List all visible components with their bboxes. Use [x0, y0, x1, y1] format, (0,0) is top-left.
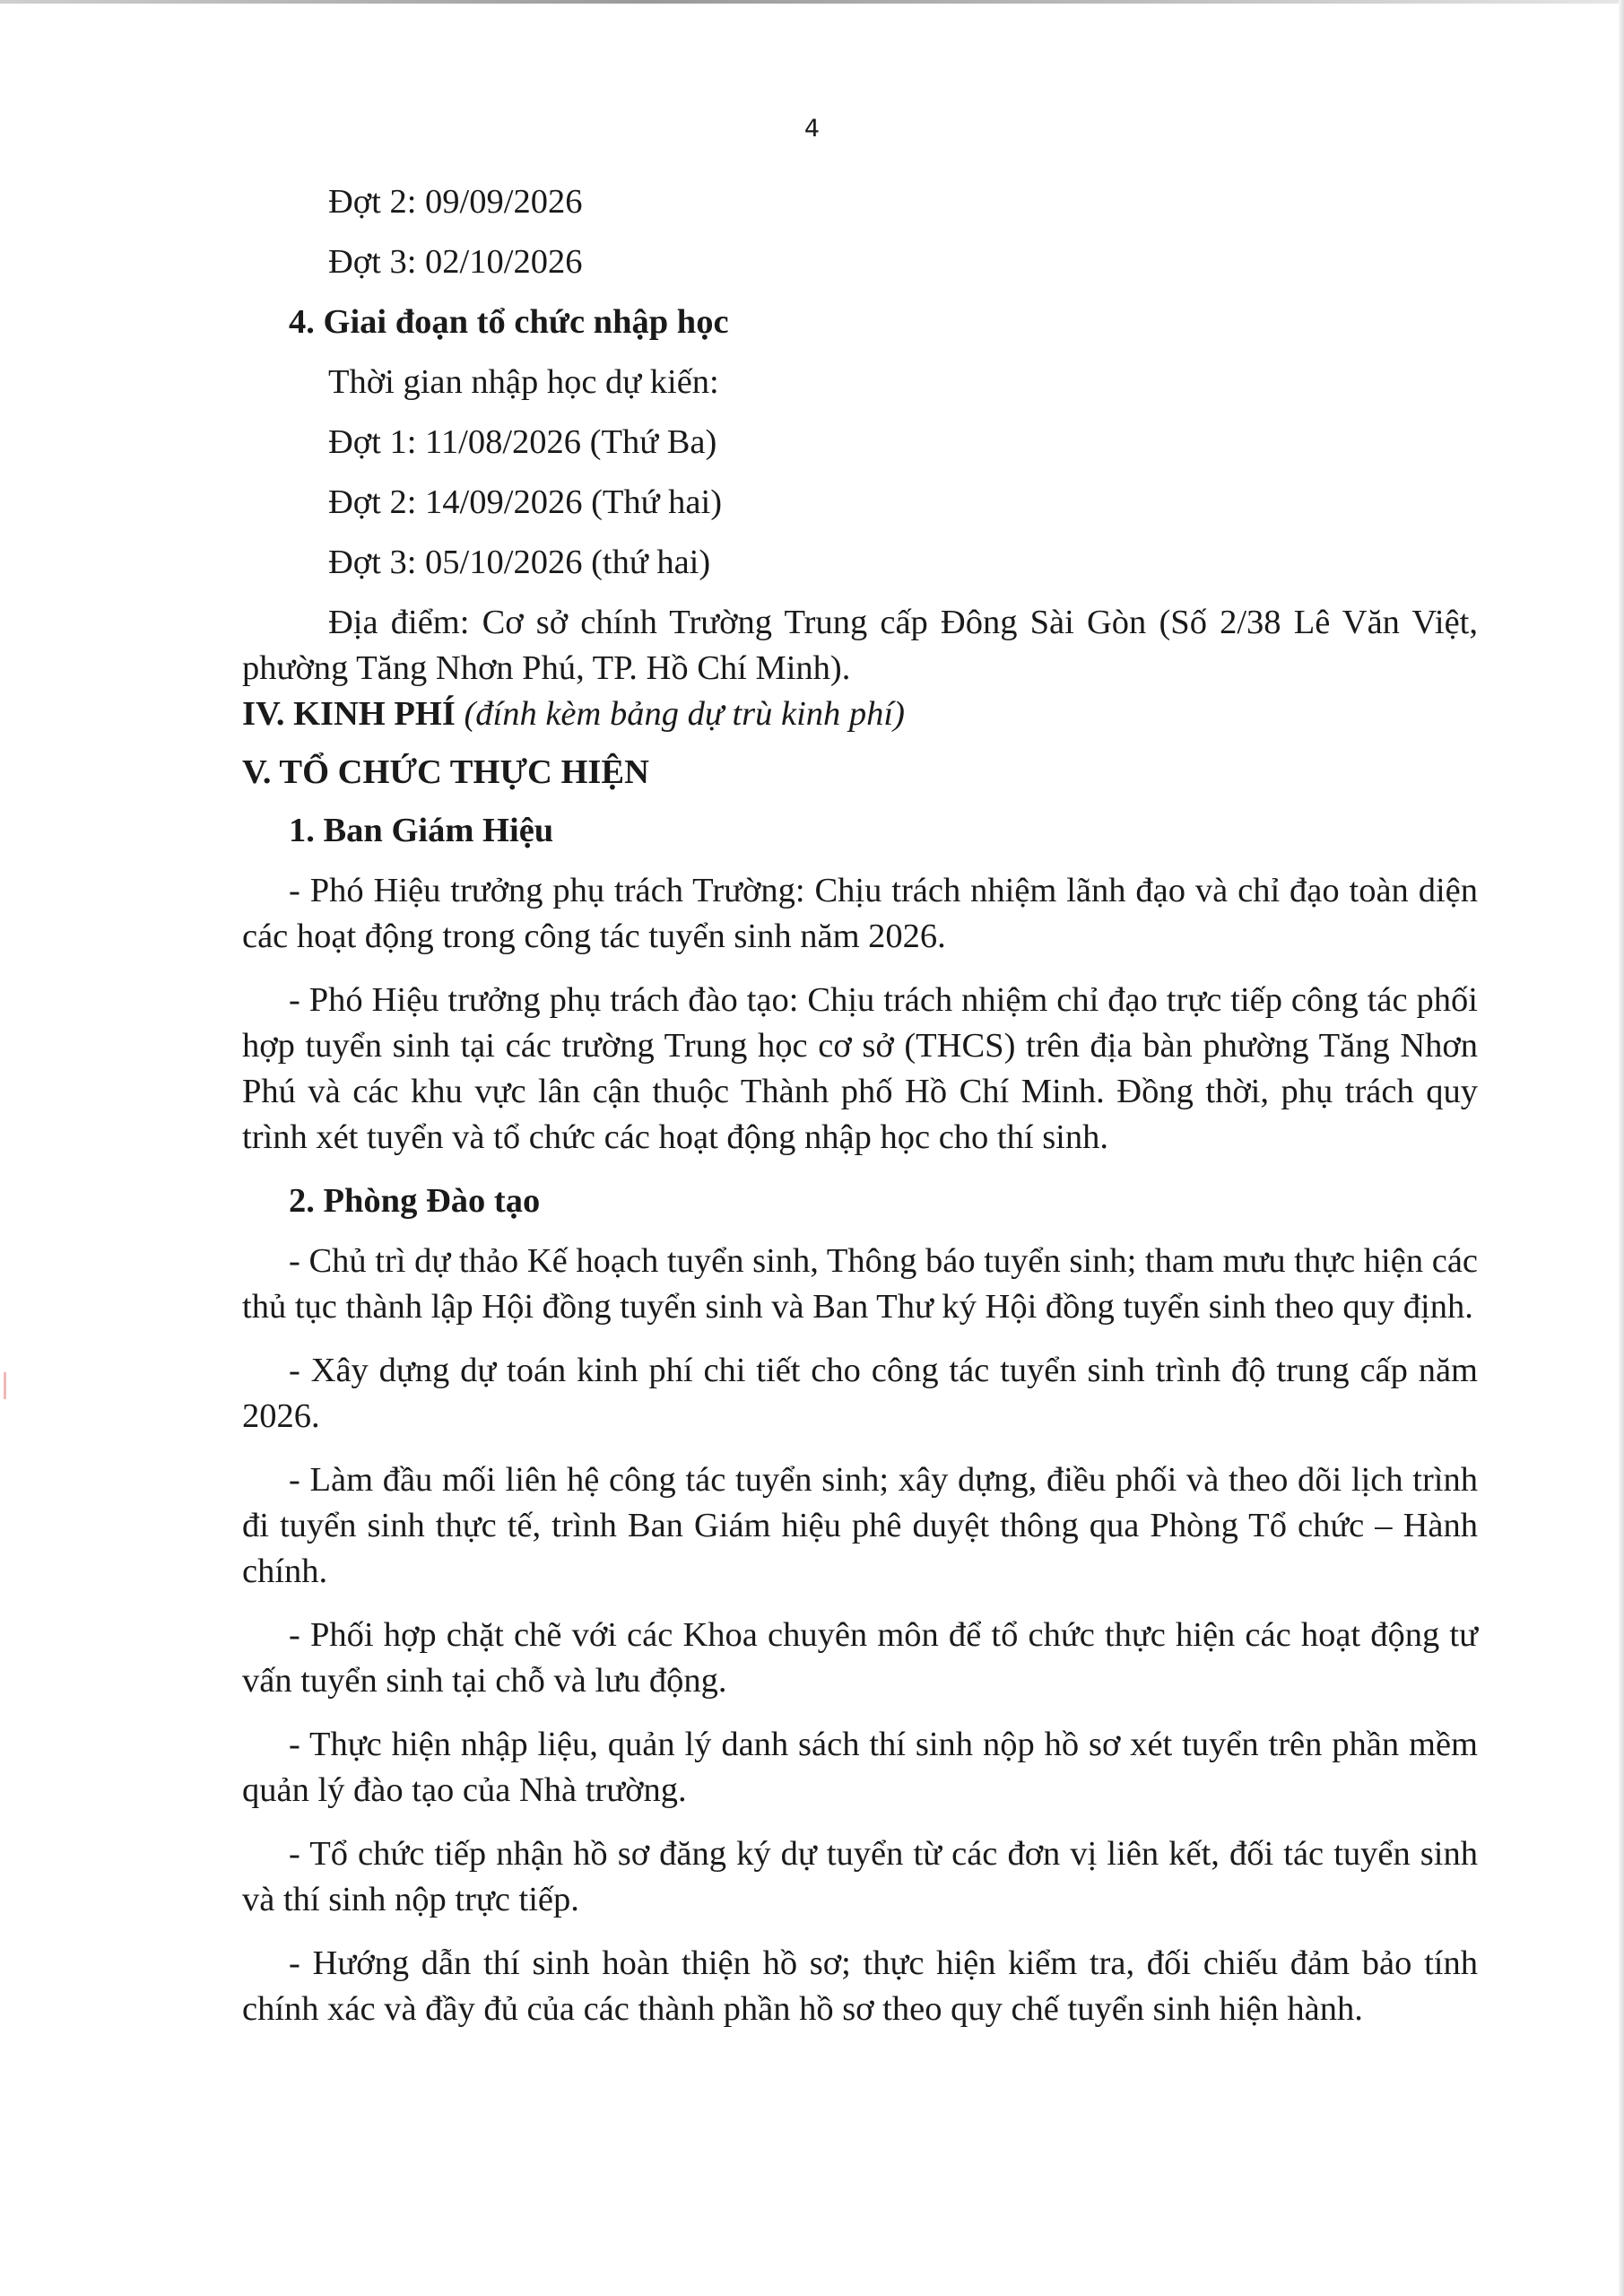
section-iv-title: IV. KINH PHÍ — [242, 695, 456, 733]
scan-right-edge — [1619, 0, 1624, 2296]
section-v-sub2-paragraph: - Xây dựng dự toán kinh phí chi tiết cho công tác tuyển sinh trình độ trung cấp năm 2026. — [242, 1352, 1478, 1435]
section-v-sub2-paragraph: - Thực hiện nhập liệu, quản lý danh sách thí sinh nộp hồ sơ xét tuyển trên phần mềm quản lý đào tạo của Nhà trường. — [242, 1726, 1478, 1809]
section-v-sub2-heading: 2. Phòng Đào tạo — [289, 1182, 541, 1220]
page-number: 4 — [803, 115, 821, 143]
section-4-intro: Thời gian nhập học dự kiến: — [328, 363, 719, 401]
document-body — [242, 179, 1478, 2032]
section-4-heading: 4. Giai đoạn tổ chức nhập học — [289, 303, 729, 341]
scan-margin-mark — [4, 1372, 6, 1399]
section-v-sub1-paragraph: - Phó Hiệu trưởng phụ trách Trường: Chịu trách nhiệm lãnh đạo và chỉ đạo toàn diện các hoạt động trong công tác tuyển sinh năm 2026. — [242, 872, 1478, 955]
enrollment-date-dot2: Đợt 2: 09/09/2026 — [328, 183, 583, 221]
section-v-sub2-paragraph: - Làm đầu mối liên hệ công tác tuyển sinh; xây dựng, điều phối và theo dõi lịch trình đi tuyển sinh thực tế, trình Ban Giám hiệu phê duyệt thông qua Phòng Tổ chức – Hành chính. — [242, 1461, 1478, 1590]
enrollment-date-dot3: Đợt 3: 02/10/2026 — [328, 243, 583, 281]
scan-top-edge — [0, 0, 1624, 4]
section-iv-note: (đính kèm bảng dự trù kinh phí) — [464, 695, 905, 733]
section-v-sub1-heading: 1. Ban Giám Hiệu — [289, 812, 554, 849]
admission-location: Địa điểm: Cơ sở chính Trường Trung cấp Đông Sài Gòn (Số 2/38 Lê Văn Việt, phường Tăng Nhơn Phú, TP. Hồ Chí Minh). — [242, 604, 1478, 687]
section-v-sub1-paragraph: - Phó Hiệu trưởng phụ trách đào tạo: Chịu trách nhiệm chỉ đạo trực tiếp công tác phối hợp tuyển sinh tại các trường Trung học cơ sở (THCS) trên địa bàn phường Tăng Nhơn Phú và các khu vực lân cận thuộc Thành phố Hồ Chí Minh. Đồng thời, phụ trách quy trình xét tuyển và tổ chức các hoạt động nhập học cho thí sinh. — [242, 981, 1478, 1156]
admission-date-2: Đợt 2: 14/09/2026 (Thứ hai) — [328, 483, 723, 521]
section-v-sub2-paragraph: - Tổ chức tiếp nhận hồ sơ đăng ký dự tuyển từ các đơn vị liên kết, đối tác tuyển sinh và thí sinh nộp trực tiếp. — [242, 1835, 1478, 1918]
section-v-title: V. TỔ CHỨC THỰC HIỆN — [242, 753, 649, 791]
section-v-sub2-paragraph: - Chủ trì dự thảo Kế hoạch tuyển sinh, Thông báo tuyển sinh; tham mưu thực hiện các thủ tục thành lập Hội đồng tuyển sinh và Ban Thư ký Hội đồng tuyển sinh theo quy định. — [242, 1242, 1478, 1326]
section-iv-heading — [242, 691, 1478, 737]
admission-date-1: Đợt 1: 11/08/2026 (Thứ Ba) — [328, 423, 717, 461]
admission-date-3: Đợt 3: 05/10/2026 (thứ hai) — [328, 544, 711, 581]
section-v-sub2-paragraph: - Phối hợp chặt chẽ với các Khoa chuyên môn để tổ chức thực hiện các hoạt động tư vấn tuyển sinh tại chỗ và lưu động. — [242, 1616, 1478, 1700]
section-v-sub2-paragraph: - Hướng dẫn thí sinh hoàn thiện hồ sơ; thực hiện kiểm tra, đối chiếu đảm bảo tính chính xác và đầy đủ của các thành phần hồ sơ theo quy chế tuyển sinh hiện hành. — [242, 1944, 1478, 2028]
